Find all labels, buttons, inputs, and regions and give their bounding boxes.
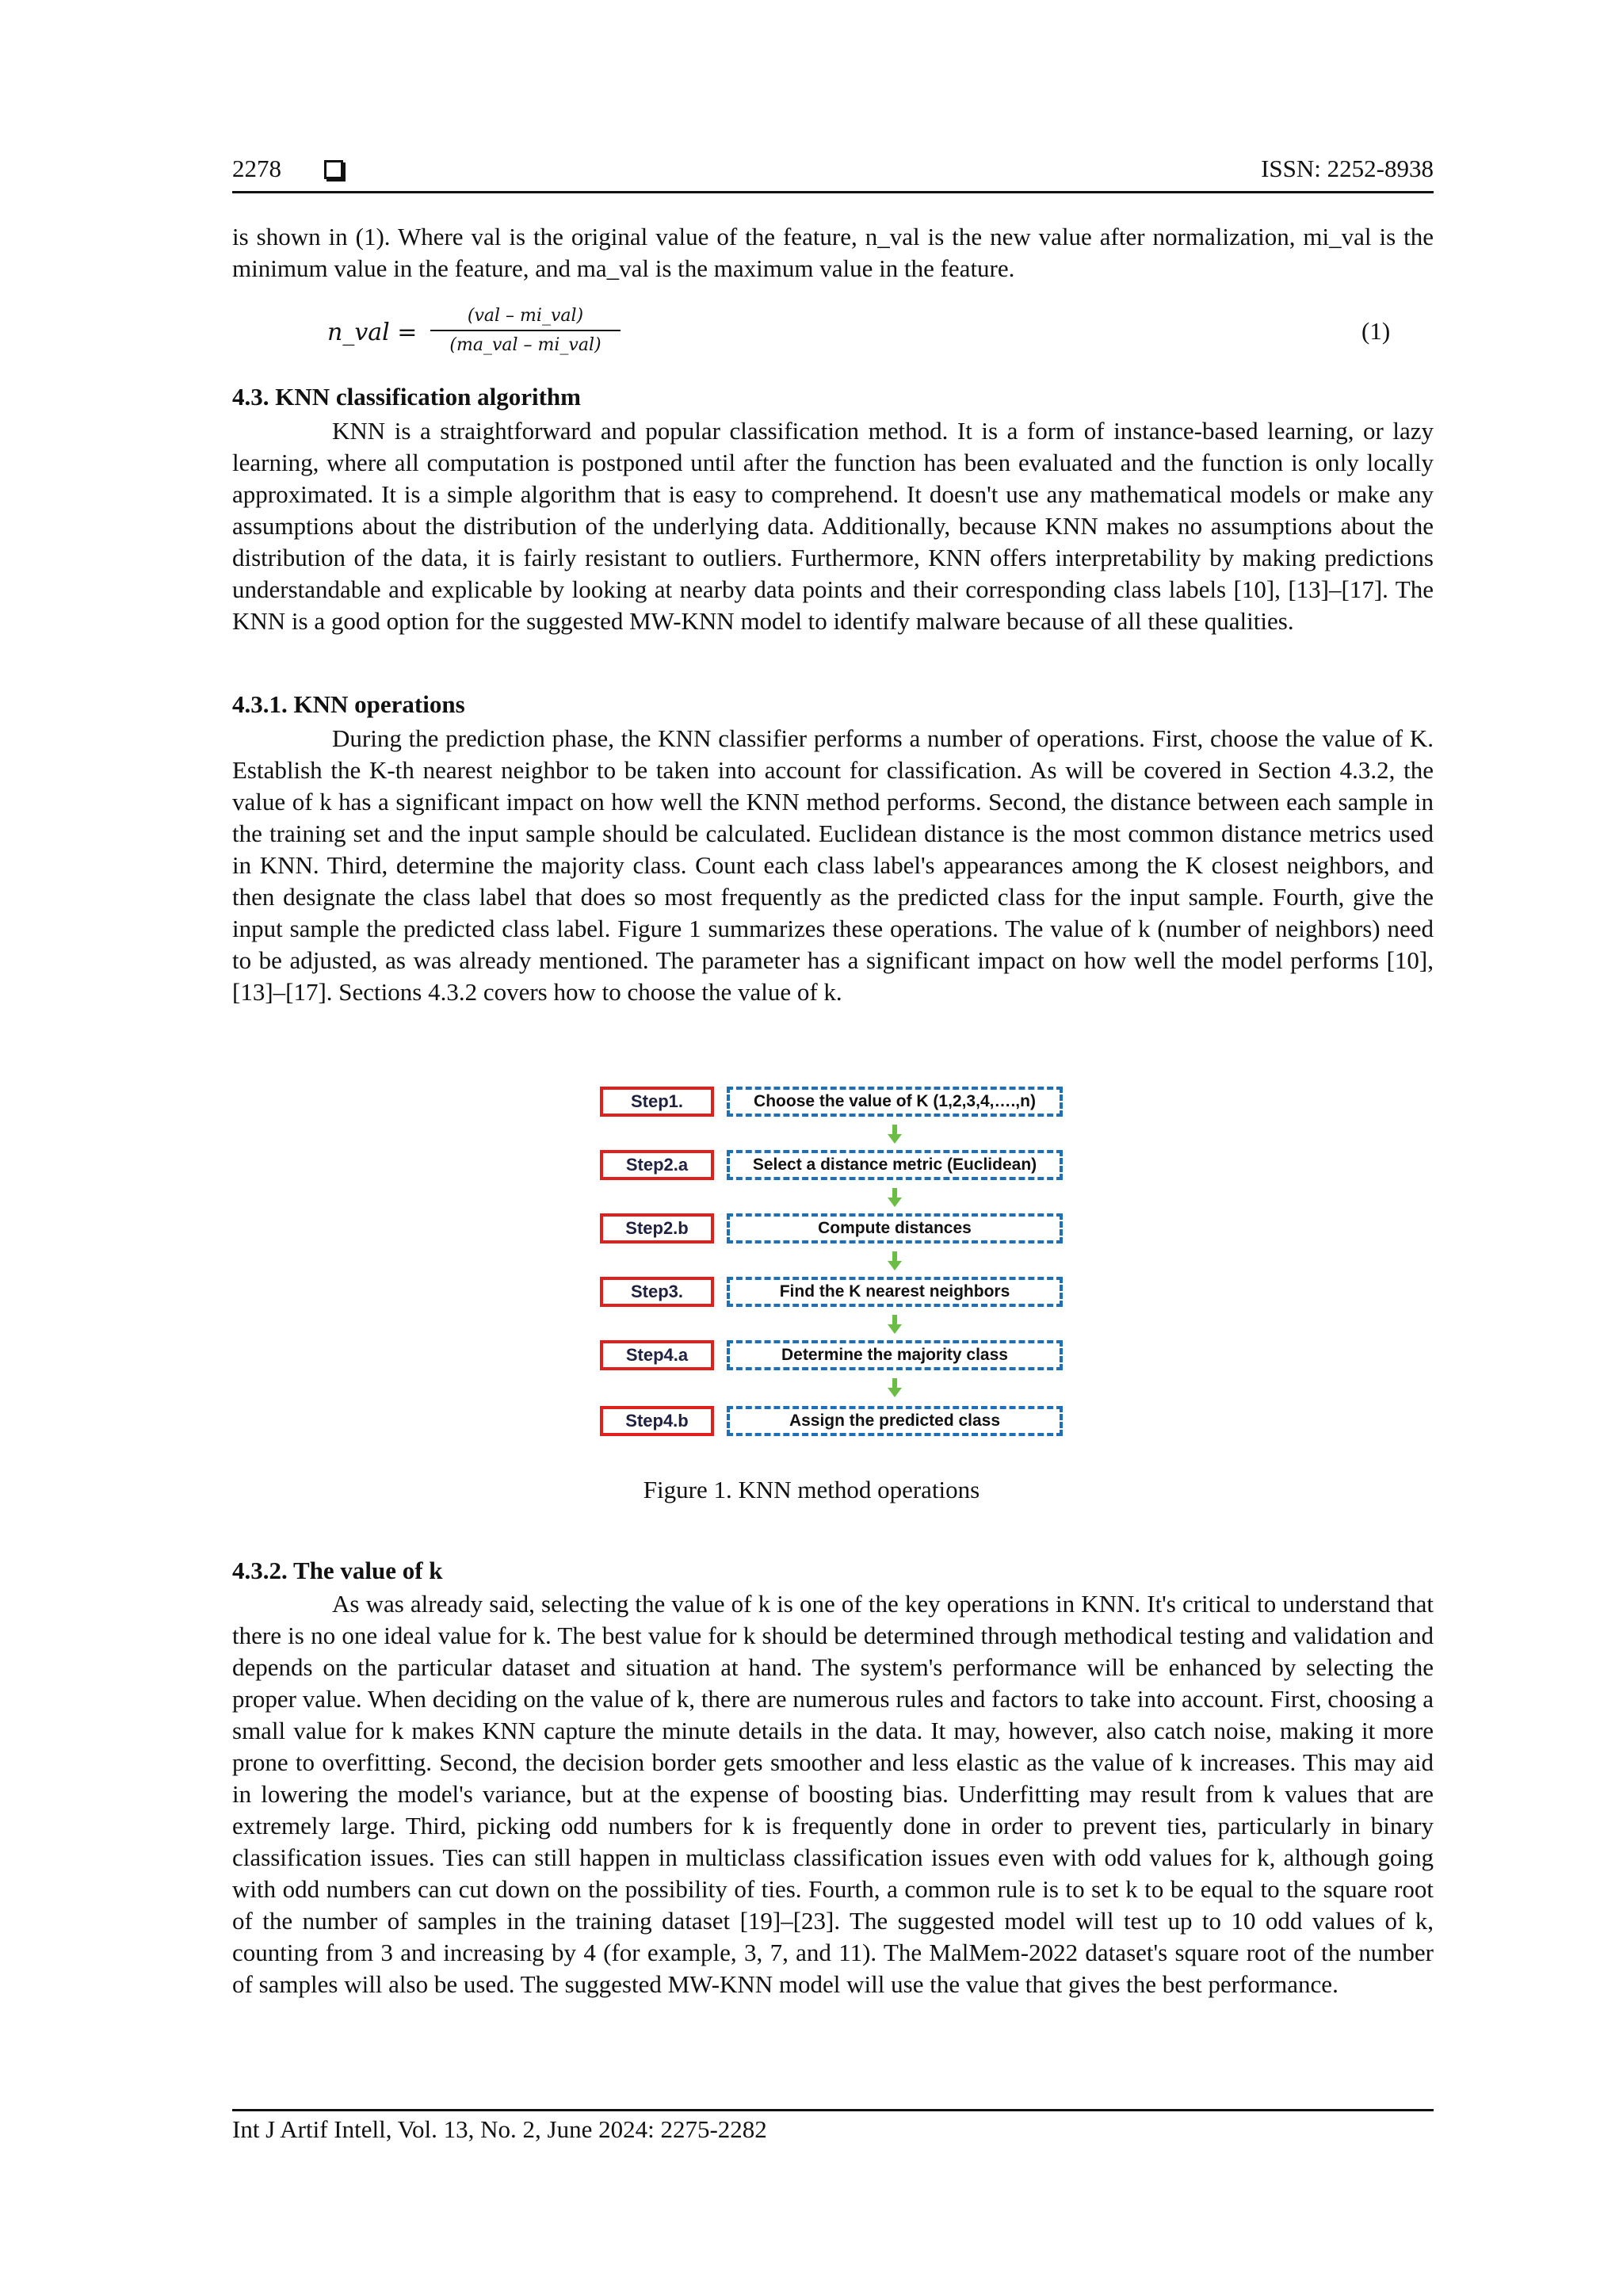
equation-lhs: n_val = <box>327 319 418 346</box>
down-arrow-icon <box>888 1251 902 1270</box>
step-label: Step4.b <box>600 1406 714 1436</box>
step-label: Step2.b <box>600 1213 714 1244</box>
section-4-3-2-heading: 4.3.2. The value of k <box>232 1557 443 1584</box>
equation-number: (1) <box>1361 317 1391 345</box>
fraction-bar <box>430 330 621 331</box>
equation-numerator: (val – mi_val) <box>467 306 584 326</box>
operation-box: Determine the majority class <box>727 1340 1063 1370</box>
footer-rule <box>232 2109 1434 2111</box>
page-footer: Int J Artif Intell, Vol. 13, No. 2, June 2024: 2275-2282 <box>232 2115 767 2143</box>
step-label: Step4.a <box>600 1340 714 1370</box>
down-arrow-icon <box>888 1378 902 1397</box>
equation-denominator: (ma_val – mi_val) <box>449 335 601 355</box>
down-arrow-icon <box>888 1125 902 1144</box>
down-arrow-icon <box>888 1188 902 1207</box>
down-arrow-icon <box>888 1315 902 1334</box>
section-4-3-2-paragraph: As was already said, selecting the value of k is one of the key operations in KNN. It's critical to understand that there is no one ideal value for k. The best value for k should be determined through methodical testing and validation and depends on the particular dataset and situation at hand. The system's performance will be enhanced by selecting the proper value. When deciding on the value of k, there are numerous rules and factors to take into account. First, choosing a small value for k makes KNN capture the minute details in the data. It may, however, also catch noise, making it more prone to overfitting. Second, the decision border gets smoother and less elastic as the value of k increases. This may aid in lowering the model's variance, but at the expense of boosting bias. Underfitting may result from k values that are extremely large. Third, picking odd numbers for k is frequently done in order to prevent ties, particularly in binary classification issues. Ties can still happen in multiclass classification issues even with odd values for k, although going with odd numbers can cut down on the possibility of ties. Fourth, a common rule is to set k to be equal to the square root of the number of samples in the training dataset [19]–[23]. The suggested model will test up to 10 odd values of k, counting from 3 and increasing by 4 (for example, 3, 7, and 11). The MalMem-2022 dataset's square root of the number of samples will also be used. The suggested MW-KNN model will use the value that gives the best performance. <box>232 1590 1434 1998</box>
operation-box: Assign the predicted class <box>727 1406 1063 1436</box>
section-4-3-paragraph: KNN is a straightforward and popular classification method. It is a form of instance-based learning, or lazy learning, where all computation is postponed until after the function has been evaluated and the function is only locally approximated. It is a simple algorithm that is easy to comprehend. It doesn't use any mathematical models or make any assumptions about the distribution of the underlying data. Additionally, because KNN makes no assumptions about the distribution of the data, it is fairly resistant to outliers. Furthermore, KNN offers interpretability by making predictions understandable and explicable by looking at nearby data points and their corresponding class labels [10], [13]–[17]. The KNN is a good option for the suggested MW-KNN model to identify malware because of all these qualities. <box>232 417 1434 635</box>
operation-box: Choose the value of K (1,2,3,4,….,n) <box>727 1087 1063 1117</box>
section-4-3-1-paragraph: During the prediction phase, the KNN classifier performs a number of operations. First, choose the value of K. Establish the K-th nearest neighbor to be taken into account for classification. As will be covered in Section 4.3.2, the value of k has a significant impact on how well the KNN method performs. Second, the distance between each sample in the training set and the input sample should be calculated. Euclidean distance is the most common distance metrics used in KNN. Third, determine the majority class. Count each class label's appearances among the K closest neighbors, and then designate the class label that does so most frequently as the predicted class for the input sample. Fourth, give the input sample the predicted class label. Figure 1 summarizes these operations. The value of k (number of neighbors) need to be adjusted, as was already mentioned. The parameter has a significant impact on how well the model performs [10], [13]–[17]. Sections 4.3.2 covers how to choose the value of k. <box>232 724 1434 1006</box>
step-label: Step2.a <box>600 1150 714 1180</box>
page-header <box>232 155 1434 191</box>
operation-box: Find the K nearest neighbors <box>727 1277 1063 1307</box>
checkbox-square-icon <box>324 160 343 179</box>
figure-caption: Figure 1. KNN method operations <box>643 1476 980 1503</box>
step-label: Step3. <box>600 1277 714 1307</box>
header-rule <box>232 191 1434 193</box>
intro-paragraph: is shown in (1). Where val is the original value of the feature, n_val is the new value after normalization, mi_val is the minimum value in the feature, and ma_val is the maximum value in the feature. <box>232 223 1434 282</box>
operation-box: Select a distance metric (Euclidean) <box>727 1150 1063 1180</box>
step-label: Step1. <box>600 1087 714 1117</box>
operation-box: Compute distances <box>727 1213 1063 1244</box>
section-4-3-heading: 4.3. KNN classification algorithm <box>232 383 581 411</box>
page-number: 2278 <box>232 155 281 182</box>
journal-issn: ISSN: 2252-8938 <box>1261 155 1434 182</box>
section-4-3-1-heading: 4.3.1. KNN operations <box>232 690 465 718</box>
equation-fraction <box>430 304 621 357</box>
